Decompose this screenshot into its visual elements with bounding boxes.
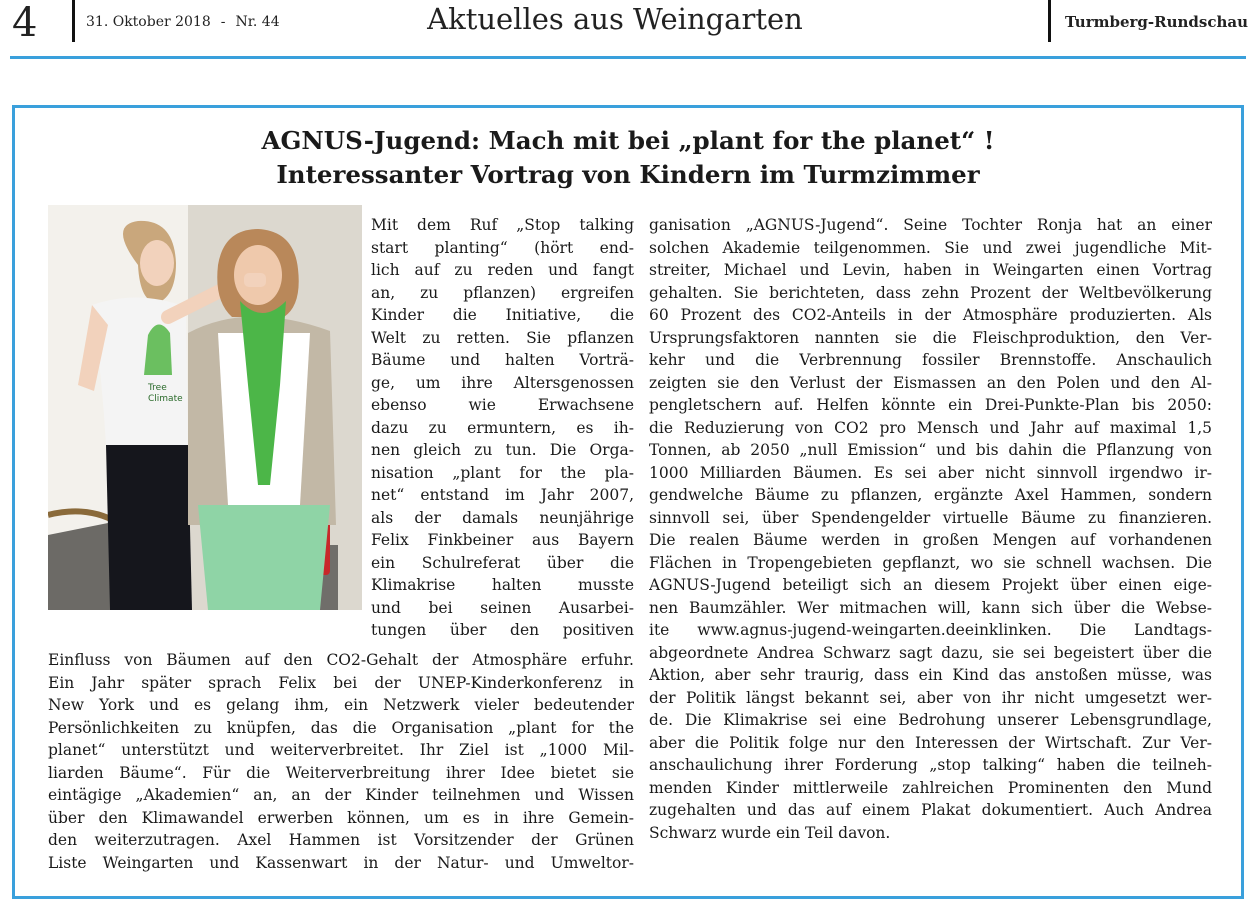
text-line: liarden Bäume“. Für die Weiterverbreitung ihrer Idee bietet sie [48, 763, 634, 782]
shirt-text-2: Climate [148, 394, 183, 404]
text-line: Mit dem Ruf „Stop talking [371, 216, 634, 234]
text-line: anschaulichung ihrer Forderung „stop talking“ haben die teilneh- [649, 756, 1212, 774]
shirt-text-1: Tree [148, 383, 167, 393]
article-headline [15, 124, 1241, 192]
text-line: an, zu pflanzen) ergreifen [371, 283, 634, 302]
text-line: eintägige „Akademien“ an, an der Kinder teilnehmen und Wissen [48, 786, 634, 804]
text-line: Liste Weingarten und Kassenwart in der Natur- und Umweltor- [48, 853, 634, 872]
text-line: zeigten sie den Verlust der Eismassen an den Polen und den Al- [649, 373, 1212, 392]
text-line: New York und es gelang ihm, ein Netzwerk vieler bedeutender [48, 696, 634, 714]
text-line: 60 Prozent des CO2-Anteils in der Atmosphäre produzierten. Als [649, 306, 1212, 324]
text-line: und bei seinen Ausarbei- [371, 598, 634, 617]
text-line: Klimakrise halten musste [371, 576, 634, 594]
text-line: sinnvoll sei, über Spendengelder virtuelle Bäume zu finanzieren. [649, 508, 1212, 527]
text-line: über den Klimawandel erwerben können, um es in ihre Gemein- [48, 808, 634, 827]
text-line: ein Schulreferat über die [371, 553, 634, 572]
text-line: die Reduzierung von CO2 pro Mensch und Jahr auf maximal 1,5 [649, 418, 1212, 437]
header-divider-right [1048, 0, 1051, 42]
text-line: aber die Politik folge nur den Interessen der Wirtschaft. Zur Ver- [649, 733, 1212, 752]
issue-number: Nr. 44 [235, 14, 280, 30]
photo-illustration [48, 205, 362, 610]
headline-line-1: AGNUS-Jugend: Mach mit bei „plant for the planet“ ! [261, 126, 995, 155]
headline-line-2: Interessanter Vortrag von Kindern im Turmzimmer [276, 160, 980, 189]
text-line: abgeordnete Andrea Schwarz sagt dazu, sie sei begeistert über die [649, 643, 1212, 662]
text-line: Ein Jahr später sprach Felix bei der UNEP-Kinderkonferenz in [48, 673, 634, 692]
text-line: Ursprungsfaktoren nannten sie die Fleischproduktion, den Ver- [649, 328, 1212, 347]
text-line: dazu zu ermuntern, es ih- [371, 418, 634, 437]
date-separator: - [220, 14, 226, 30]
article-box [12, 105, 1244, 899]
text-line: Kinder die Initiative, die [371, 306, 634, 324]
text-line: gehalten. Sie berichteten, dass zehn Prozent der Weltbevölkerung [649, 283, 1212, 302]
text-line: Welt zu retten. Sie pflanzen [371, 328, 634, 347]
text-line: kehr und die Verbrennung fossiler Brennstoffe. Anschaulich [649, 351, 1212, 369]
text-line: Felix Finkbeiner aus Bayern [371, 531, 634, 549]
text-line: planet“ unterstützt und weiterverbreitet. Ihr Ziel ist „1000 Mil- [48, 741, 634, 759]
page-number: 4 [12, 0, 38, 46]
text-column-right [649, 214, 1212, 844]
article-photo [48, 205, 362, 610]
text-line: start planting“ (hört end- [371, 238, 634, 257]
text-line: net“ entstand im Jahr 2007, [371, 486, 634, 504]
text-line: de. Die Klimakrise sei eine Bedrohung unserer Lebensgrundlage, [649, 711, 1212, 729]
text-line: streiter, Michael und Levin, haben in Weingarten einen Vortrag [649, 261, 1212, 279]
text-line: zugehalten und das auf einem Plakat dokumentiert. Auch Andrea [649, 801, 1212, 819]
publication-name: Turmberg-Rundschau [1065, 13, 1248, 31]
text-line: nen gleich zu tun. Die Orga- [371, 441, 634, 459]
text-line: lich auf zu reden und fangt [371, 261, 634, 279]
text-line: tungen über den positiven [371, 621, 634, 639]
text-line: Tonnen, ab 2050 „null Emission“ und bis dahin die Pflanzung von [649, 441, 1212, 459]
header-divider-left [72, 0, 75, 42]
text-line: solchen Akademie teilgenommen. Sie und zwei jugendliche Mit- [649, 238, 1212, 257]
text-line: ge, um ihre Altersgenossen [371, 373, 634, 392]
text-line: nisation „plant for the pla- [371, 463, 634, 482]
issue-date-line [86, 14, 280, 30]
text-column-left-bottom [48, 649, 634, 874]
text-line: Die realen Bäume werden in großen Mengen auf vorhandenen [649, 531, 1212, 549]
section-title: Aktuelles aus Weingarten [427, 2, 803, 36]
text-column-left-top [371, 214, 634, 642]
text-line: Bäume und halten Vorträ- [371, 351, 634, 369]
text-line: ite www.agnus-jugend-weingarten.deeinklinken. Die Landtags- [649, 621, 1212, 639]
text-line: menden Kinder mittlerweile zahlreichen Prominenten den Mund [649, 778, 1212, 797]
text-line: ganisation „AGNUS-Jugend“. Seine Tochter Ronja hat an einer [649, 216, 1212, 234]
text-line: Persönlichkeiten zu knüpfen, das die Organisation „plant for the [48, 718, 634, 737]
text-line: Flächen in Tropengebieten gepflanzt, wo sie schnell wachsen. Die [649, 553, 1212, 572]
text-line: AGNUS-Jugend beteiligt sich an diesem Projekt über einen eige- [649, 576, 1212, 594]
text-line: Einfluss von Bäumen auf den CO2-Gehalt der Atmosphäre erfuhr. [48, 651, 634, 669]
text-line: 1000 Milliarden Bäumen. Es sei aber nicht sinnvoll irgendwo ir- [649, 463, 1212, 482]
header-rule [10, 56, 1246, 59]
text-line: Aktion, aber sehr traurig, dass ein Kind das anstoßen müsse, was [649, 666, 1212, 684]
text-line: der Politik längst bekannt sei, aber von ihr nicht umgesetzt wer- [649, 688, 1212, 707]
issue-date: 31. Oktober 2018 [86, 14, 211, 30]
text-line: den weiterzutragen. Axel Hammen ist Vorsitzender der Grünen [48, 831, 634, 849]
text-line: gendwelche Bäume zu pflanzen, ergänzte Axel Hammen, sondern [649, 486, 1212, 504]
text-line: ebenso wie Erwachsene [371, 396, 634, 414]
text-line: pengletschern auf. Helfen könnte ein Drei-Punkte-Plan bis 2050: [649, 396, 1212, 414]
text-line: als der damals neunjährige [371, 508, 634, 527]
text-line: nen Baumzähler. Wer mitmachen will, kann sich über die Webse- [649, 598, 1212, 617]
text-line: Schwarz wurde ein Teil davon. [649, 823, 891, 842]
